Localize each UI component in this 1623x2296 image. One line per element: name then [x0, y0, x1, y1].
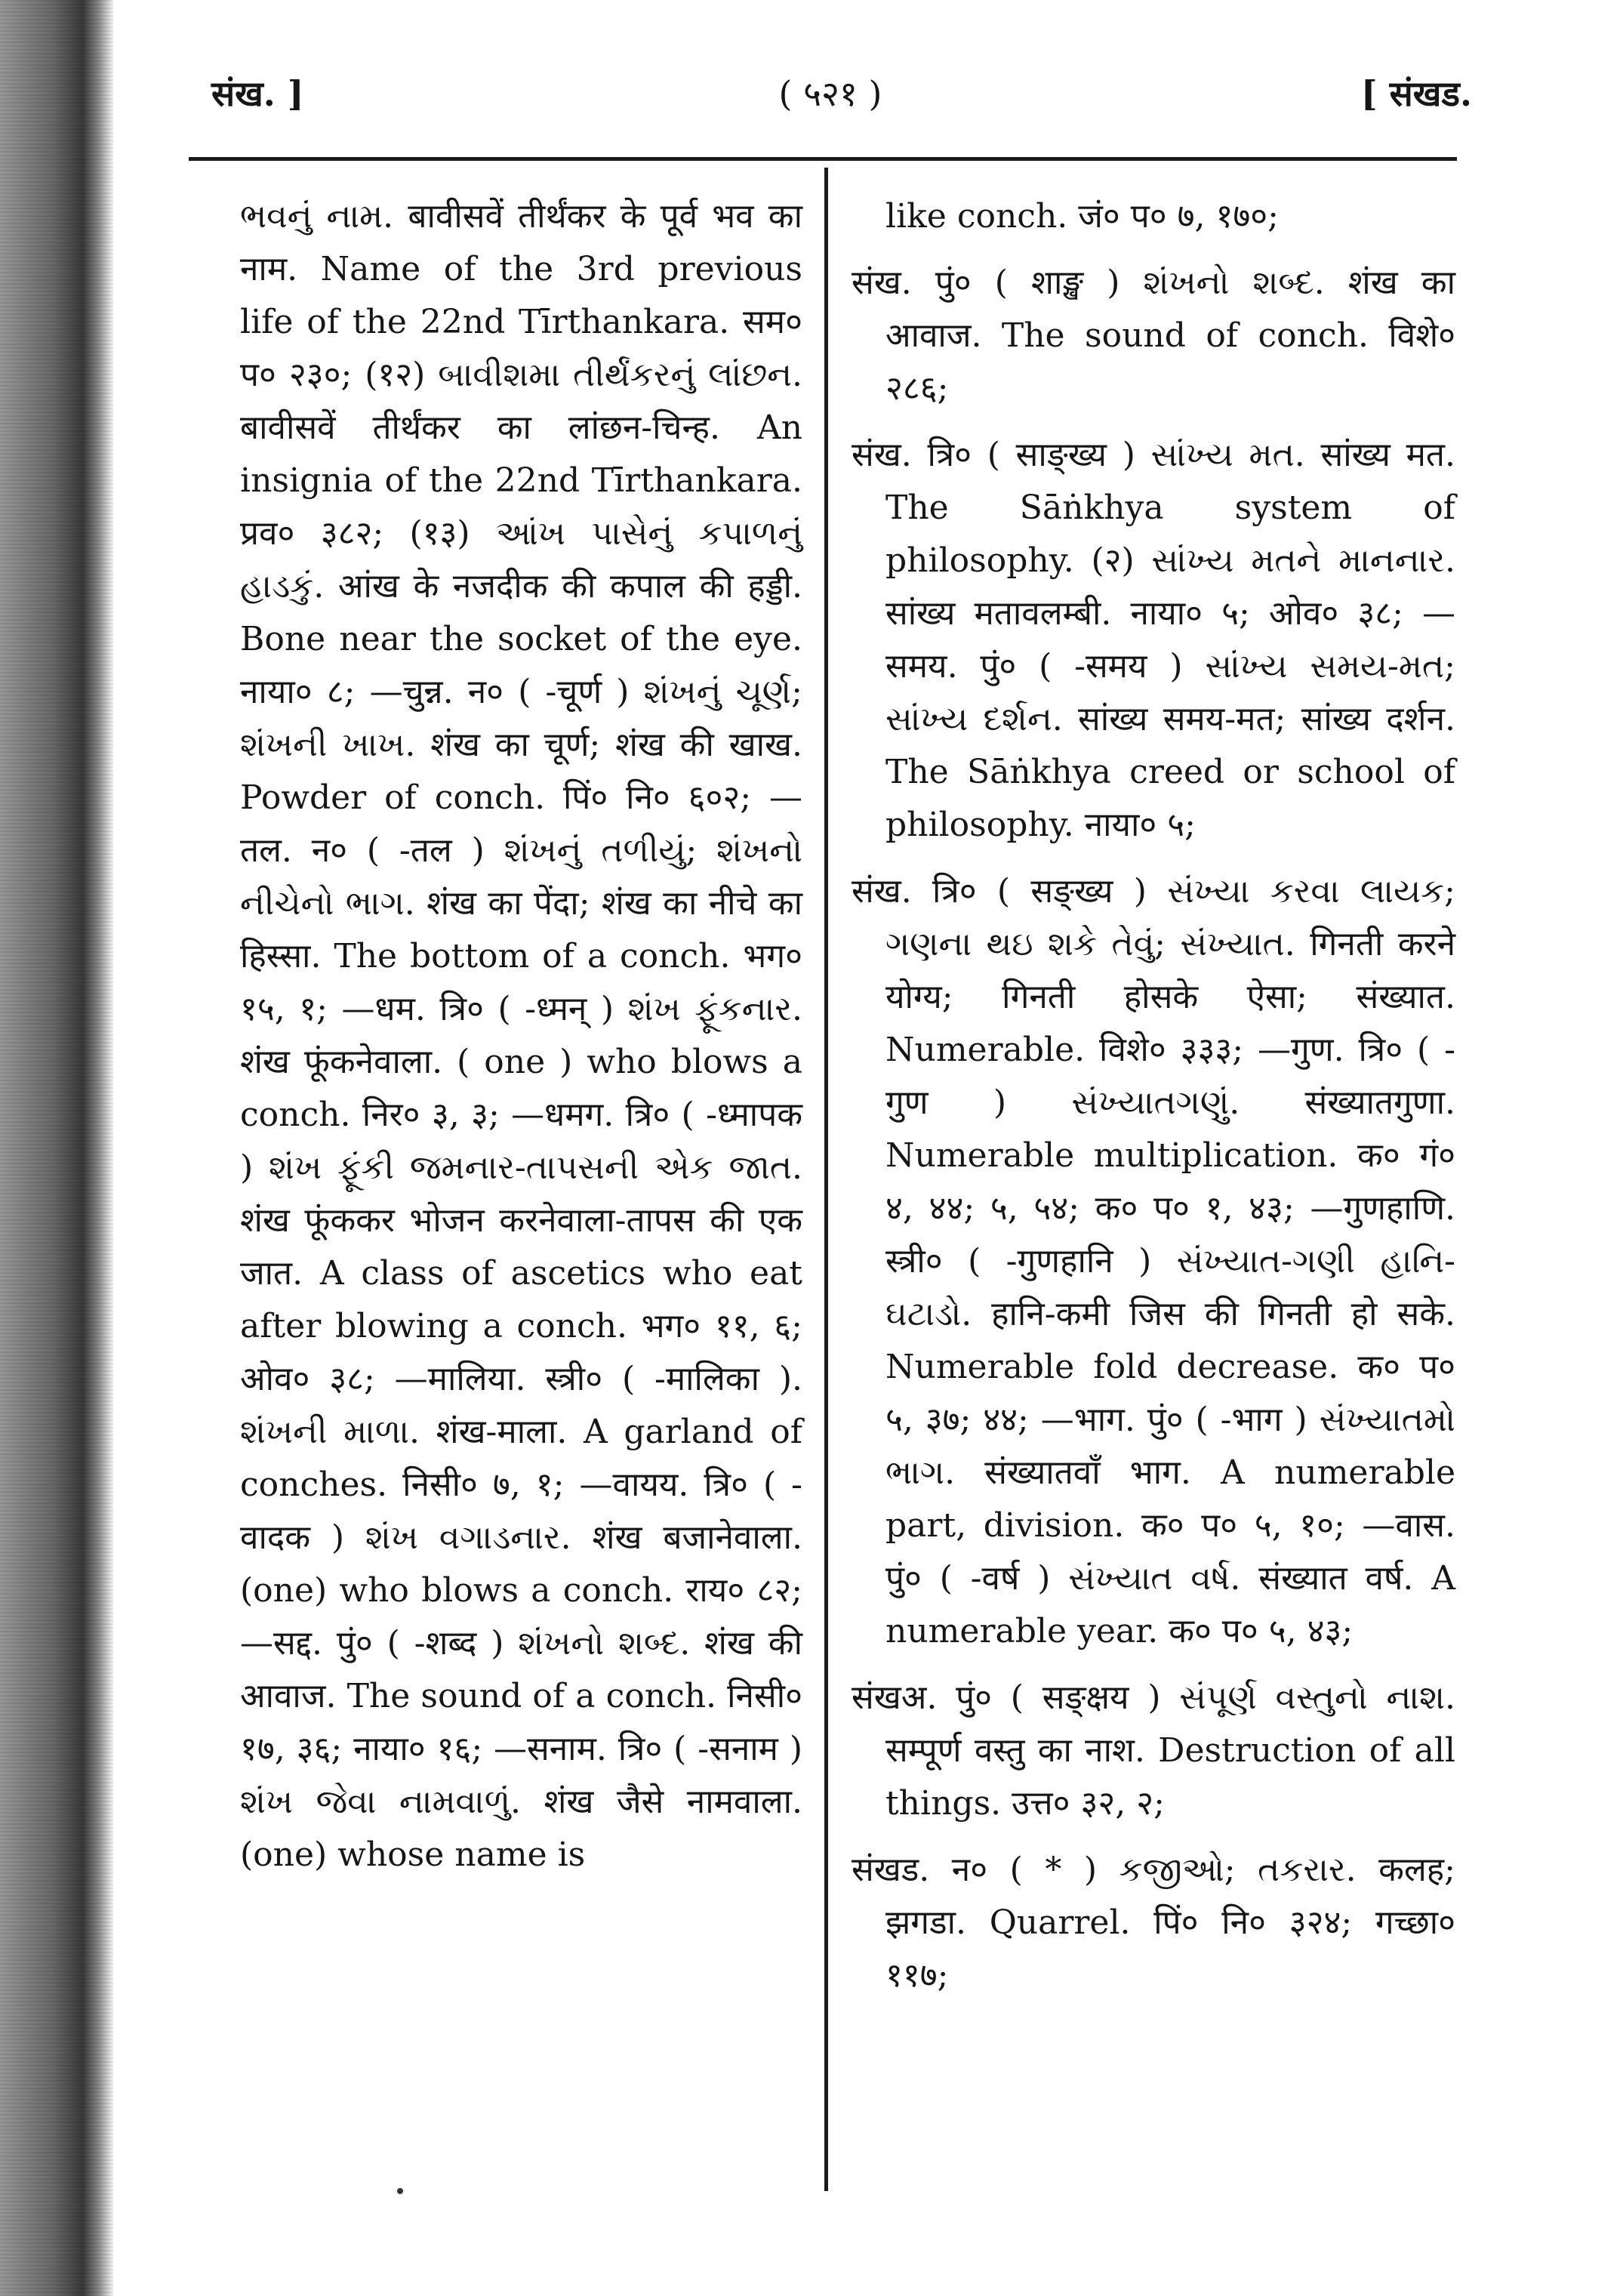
dictionary-entry: ભવનું નામ. बावीसवें तीर्थंकर के पूर्व भव का नाम. Name of the 3rd previous life of the 22nd Tīrthankara. सम० प० २३०; (१२) બાવીશમા તીર્થંકરનું લાંછન. बावीसवें तीर्थंकर का लांछन-चिन्ह. An insignia of the 22nd Tīrthankara. प्रव० ३८२; (१३) આંખ પાસેનું કપાળનું હાડકું. आंख के नजदीक की कपाल की हड्डी. Bone near the socket of the eye. नाया० ८; —चुन्न. न० ( -चूर्ण ) શંખનું ચૂર્ણ; શંખની ખાખ. शंख का चूर्ण; शंख की खाख. Powder of conch. पिं० नि० ६०२; —तल. न० ( -तल ) શંખનું તળીયું; શંખનો નીચેનો ભાગ. शंख का पेंदा; शंख का नीचे का हिस्सा. The bottom of a conch. भग० १५, १; —धम. त्रि० ( -ध्मन् ) શંખ ફૂંકનાર. शंख फूंकनेवाला. ( one ) who blows a conch. निर० ३, ३; —धमग. त्रि० ( -ध्मापक ) શંખ ફૂંકી જમનાર-તાપસની એક જાત. शंख फूंककर भोजन करनेवाला-तापस की एक जात. A class of ascetics who eat after blowing a conch. भग० ११, ६; ओव० ३८; —मालिया. स्त्री० ( -मालिका ). શંખની માળા. शंख-माला. A garland of conches. निसी० ७, १; —वायय. त्रि० ( -वादक ) શંખ વગાડનાર. शंख बजानेवाला. (one) who blows a conch. राय० ८२; —सद्द. पुं० ( -शब्द ) શંખનો શબ્દ. शंख की आवाज. The sound of a conch. निसी० १७, ३६; नाया० १६; —सनाम. त्रि० ( -सनाम ) શંખ જેવા નામવાળું. शंख जैसे नामवाला. (one) whose name is	[240, 197, 802, 1874]
dictionary-entry: संखड. न० ( * ) કજીઓ; તકરાર. कलह; झगडा. Quarrel. पिं० नि० ३२४; गच्छा० ११७;	[852, 1851, 1455, 1995]
column-divider	[824, 168, 828, 2191]
running-head-right: [ संखड.	[1360, 73, 1472, 114]
right-column	[852, 190, 1455, 2016]
header-rule	[189, 157, 1457, 161]
dictionary-entry: संख. त्रि० ( साङ्ख्य ) સાંખ્ય મત. सांख्य मत. The Sāṅkhya system of philosophy. (२) સાંખ્ય મતને માનનાર. सांख्य मतावलम्बी. नाया० ५; ओव० ३८; —समय. पुं० ( -समय ) સાંખ્ય સમય-મત; સાંખ્ય દર્શન. सांख्य समय-मत; सांख्य दर्शन. The Sāṅkhya creed or school of philosophy. नाया० ५;	[852, 436, 1455, 844]
page-number: ( ५२१ )	[778, 73, 882, 114]
dictionary-entry: संख. त्रि० ( सङ्ख्य ) સંખ્યા કરવા લાયક; ગણના થઇ શકે તેવું; સંખ્યાત. गिनती करने योग्य; गिनती होसके ऐसा; संख्यात. Numerable. विशे० ३३३; —गुण. त्रि० ( -गुण ) સંખ્યાતગણું. संख्यातगुणा. Numerable multiplication. क० गं० ४, ४४; ५, ५४; क० प० १, ४३; —गुणहाणि. स्त्री० ( -गुणहानि ) સંખ્યાત-ગણી હાનિ-ઘટાડો. हानि-कमी जिस की गिनती हो सके. Numerable fold decrease. क० प० ५, ३७; ४४; —भाग. पुं० ( -भाग ) સંખ્યાતમો ભાગ. संख्यातवाँ भाग. A numerable part, division. क० प० ५, १०; —वास. पुं० ( -वर्ष ) સંખ્યાત વર્ષ. संख्यात वर्ष. A numerable year. क० प० ५, ४३;	[852, 872, 1455, 1650]
ink-speck	[397, 2188, 403, 2194]
dictionary-entry: like conch. जं० प० ७, १७०;	[885, 197, 1279, 236]
dictionary-entry: संखअ. पुं० ( सङ्क्षय ) સંપૂર્ણ વસ્તુનો નાશ. सम्पूर्ण वस्तु का नाश. Destruction of all things. उत्त० ३२, २;	[852, 1678, 1455, 1823]
running-head-left: संख. ]	[211, 73, 304, 114]
left-column	[240, 190, 802, 1895]
dictionary-entry: संख. पुं० ( शाङ्ख ) શંખનો શબ્દ. शंख का आवाज. The sound of conch. विशे० २८६;	[852, 264, 1455, 408]
scan-binding-edge	[0, 0, 113, 2296]
